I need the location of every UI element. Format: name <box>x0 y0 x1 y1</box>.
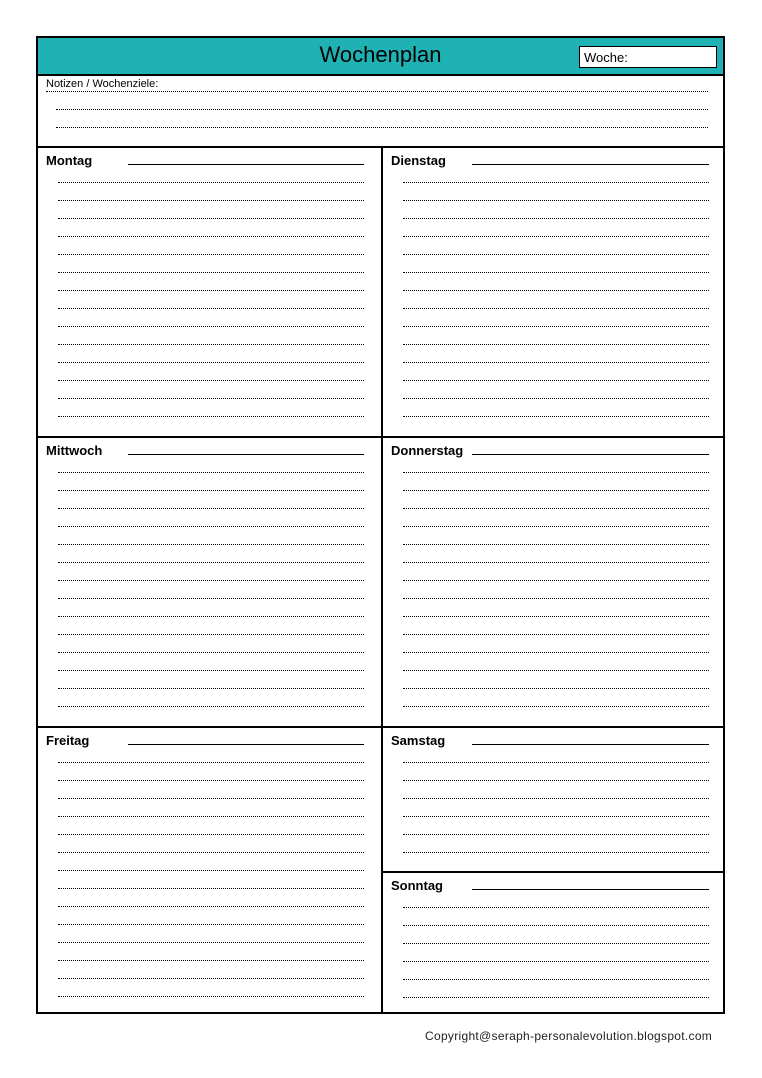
notes-section[interactable] <box>38 76 723 148</box>
writing-line <box>403 652 709 653</box>
writing-line <box>403 526 709 527</box>
writing-line <box>58 472 364 473</box>
writing-line <box>403 997 709 998</box>
writing-line <box>58 526 364 527</box>
writing-line <box>403 762 709 763</box>
writing-line <box>403 380 709 381</box>
writing-line <box>403 200 709 201</box>
day-title-line <box>472 889 709 890</box>
writing-line <box>403 182 709 183</box>
writing-line <box>403 616 709 617</box>
notes-line <box>56 109 708 110</box>
writing-line <box>58 362 364 363</box>
weekly-plan-sheet <box>36 36 725 1014</box>
writing-line <box>58 780 364 781</box>
day-cell-samstag[interactable] <box>383 728 725 871</box>
writing-line <box>403 907 709 908</box>
day-label-mittwoch: Mittwoch <box>46 443 103 458</box>
writing-line <box>58 816 364 817</box>
day-title-line <box>128 744 364 745</box>
writing-line <box>58 762 364 763</box>
writing-line <box>403 272 709 273</box>
writing-line <box>58 272 364 273</box>
writing-line <box>58 580 364 581</box>
writing-line <box>403 816 709 817</box>
writing-line <box>403 852 709 853</box>
writing-line <box>58 924 364 925</box>
writing-line <box>403 472 709 473</box>
writing-line <box>403 236 709 237</box>
writing-line <box>58 688 364 689</box>
writing-line <box>58 398 364 399</box>
writing-line <box>403 670 709 671</box>
writing-line <box>58 562 364 563</box>
writing-line <box>58 870 364 871</box>
writing-line <box>403 925 709 926</box>
writing-line <box>58 942 364 943</box>
day-cell-mittwoch[interactable] <box>38 438 381 726</box>
day-title-line <box>472 744 709 745</box>
writing-line <box>58 852 364 853</box>
writing-line <box>58 598 364 599</box>
writing-line <box>403 688 709 689</box>
writing-line <box>58 254 364 255</box>
writing-line <box>58 798 364 799</box>
day-cell-donnerstag[interactable] <box>383 438 725 726</box>
writing-line <box>403 562 709 563</box>
day-cell-montag[interactable] <box>38 148 381 436</box>
writing-line <box>58 706 364 707</box>
writing-line <box>58 652 364 653</box>
day-label-dienstag: Dienstag <box>391 153 446 168</box>
day-title-line <box>128 164 364 165</box>
day-title-line <box>472 454 709 455</box>
writing-line <box>403 943 709 944</box>
writing-line <box>403 344 709 345</box>
writing-line <box>58 616 364 617</box>
notes-line <box>56 127 708 128</box>
notes-label: Notizen / Wochenziele: <box>46 78 159 90</box>
writing-line <box>58 508 364 509</box>
writing-line <box>58 490 364 491</box>
writing-line <box>58 218 364 219</box>
day-label-montag: Montag <box>46 153 93 168</box>
writing-line <box>58 906 364 907</box>
writing-line <box>58 380 364 381</box>
writing-line <box>403 979 709 980</box>
week-label: Woche: <box>584 50 628 65</box>
day-label-freitag: Freitag <box>46 733 90 748</box>
day-cell-sonntag[interactable] <box>383 873 725 1014</box>
writing-line <box>403 706 709 707</box>
writing-line <box>403 290 709 291</box>
day-title-line <box>472 164 709 165</box>
writing-line <box>58 978 364 979</box>
writing-line <box>403 798 709 799</box>
writing-line <box>403 326 709 327</box>
writing-line <box>58 290 364 291</box>
writing-line <box>58 182 364 183</box>
writing-line <box>403 544 709 545</box>
day-label-sonntag: Sonntag <box>391 878 443 893</box>
writing-line <box>58 634 364 635</box>
writing-line <box>403 398 709 399</box>
notes-line <box>46 91 708 92</box>
writing-line <box>403 598 709 599</box>
writing-line <box>58 236 364 237</box>
writing-line <box>403 961 709 962</box>
day-cell-dienstag[interactable] <box>383 148 725 436</box>
day-label-samstag: Samstag <box>391 733 446 748</box>
writing-line <box>58 960 364 961</box>
writing-line <box>403 490 709 491</box>
writing-line <box>403 580 709 581</box>
day-title-line <box>128 454 364 455</box>
copyright-text: Copyright@seraph-personalevolution.blogspot.com <box>425 1029 713 1043</box>
writing-line <box>403 362 709 363</box>
writing-line <box>403 508 709 509</box>
day-label-donnerstag: Donnerstag <box>391 443 464 458</box>
writing-line <box>58 544 364 545</box>
writing-line <box>58 996 364 997</box>
writing-line <box>403 834 709 835</box>
writing-line <box>403 254 709 255</box>
writing-line <box>403 416 709 417</box>
writing-line <box>403 218 709 219</box>
writing-line <box>58 326 364 327</box>
writing-line <box>403 634 709 635</box>
writing-line <box>58 670 364 671</box>
day-cell-freitag[interactable] <box>38 728 381 1014</box>
week-field[interactable] <box>579 46 717 68</box>
writing-line <box>403 780 709 781</box>
writing-line <box>58 888 364 889</box>
page-title: Wochenplan <box>319 42 442 67</box>
writing-line <box>58 416 364 417</box>
writing-line <box>58 200 364 201</box>
writing-line <box>58 344 364 345</box>
writing-line <box>403 308 709 309</box>
header-bar <box>38 38 723 76</box>
writing-line <box>58 308 364 309</box>
writing-line <box>58 834 364 835</box>
